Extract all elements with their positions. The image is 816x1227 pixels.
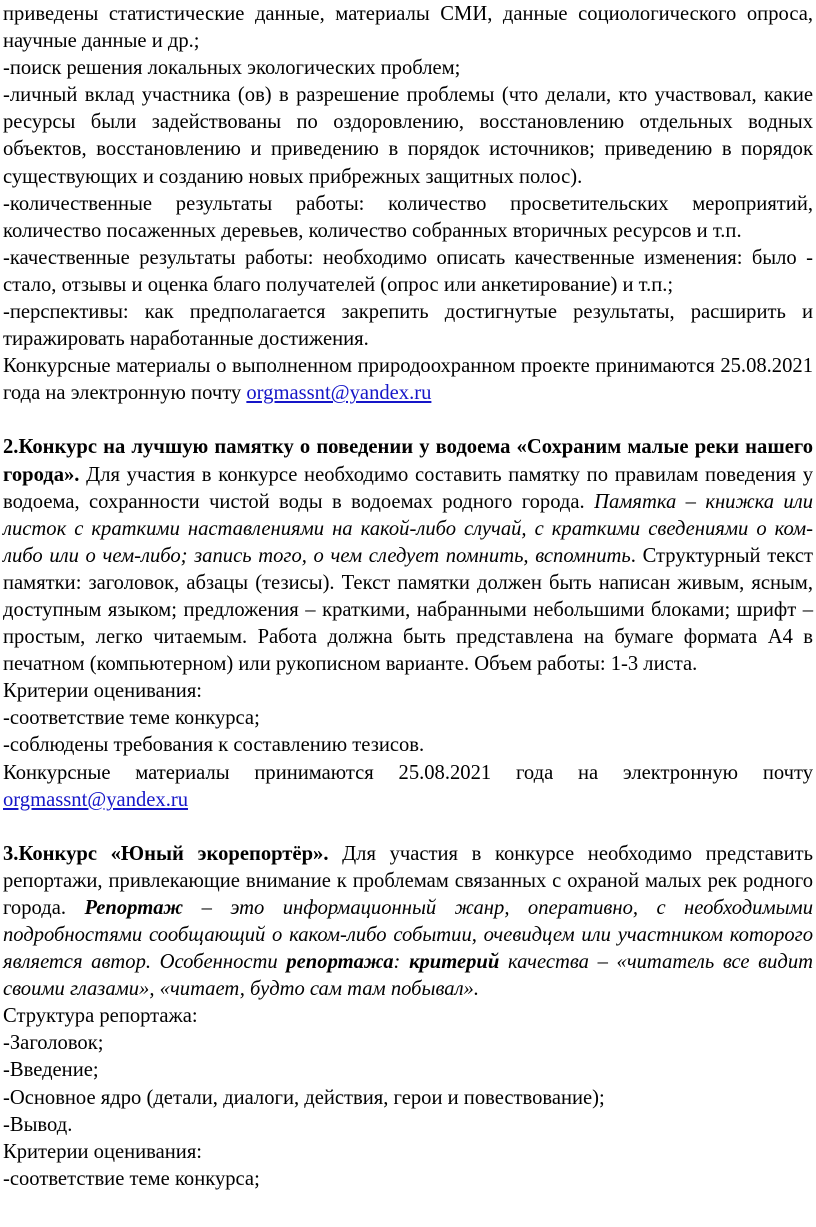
section3-colon: : <box>393 951 410 974</box>
section3-structure-1: -Введение; <box>3 1059 99 1082</box>
section2-criterion-0: -соответствие теме конкурса; <box>3 707 260 730</box>
section3-criterion-0: -соответствие теме конкурса; <box>3 1167 260 1190</box>
section1-line-3: -количественные результаты работы: количество просветительских мероприятий, количество посаженных деревьев, количество собранных вторичных ресурсов и т.п. <box>3 192 813 242</box>
document-page <box>0 1 816 1227</box>
section2-body: . Структурный текст памятки: заголовок, абзацы (тезисы). Текст памятки должен быть написан живым, ясным, доступным языком; предложения – краткими, набранными небольшими блоками; шрифт – простым, легко читаемым. Работа должна быть представлена на бумаге формата А4 в печатном (компьютерном) или рукописном варианте. Объем работы: 1-3 листа. <box>3 544 813 676</box>
section2-definition: Памятка – книжка или листок с краткими наставлениями на какой-либо случай, с краткими сведениями о ком-либо или о чем-либо; запись того, о чем следует помнить, вспомнить <box>3 490 813 567</box>
section1-email-link[interactable]: orgmassnt@yandex.ru <box>246 382 432 405</box>
section3-definition: – это информационный жанр, оперативно, с необходимыми подробностями сообщающий о каком-либо событии, очевидцем или участником которого является автор. Особенности <box>3 896 813 974</box>
section3-structure-3: -Вывод. <box>3 1113 73 1136</box>
section3-structure-2: -Основное ядро (детали, диалоги, действия, герои и повествование); <box>3 1086 605 1109</box>
section2-submission-text: Конкурсные материалы принимаются 25.08.2021 года на электронную почту <box>3 761 813 784</box>
section3-term3: критерий <box>409 951 500 974</box>
section2-criterion-1: -соблюдены требования к составлению тезисов. <box>3 734 425 757</box>
section1-line-2: -личный вклад участника (ов) в разрешение проблемы (что делали, кто участвовал, какие ресурсы были задействованы по оздоровлению, восстановлению отдельных водных объектов, восстановлению и приведению в порядок источников; приведению в порядок существующих и созданию новых прибрежных защитных полос). <box>3 84 813 188</box>
section2-criteria-heading: Критерии оценивания: <box>3 680 203 703</box>
spacer <box>3 407 813 434</box>
section3-term2: репортажа <box>286 951 394 974</box>
section1-line-5: -перспективы: как предполагается закрепить достигнутые результаты, расширить и тиражировать наработанные достижения. <box>3 301 813 351</box>
section1-submission <box>3 353 813 407</box>
section3-term: Репортаж <box>84 896 184 919</box>
section2-paragraph <box>3 434 813 678</box>
section3-intro: Для участия в конкурсе необходимо представить репортажи, привлекающие внимание к проблемам связанных с охраной малых рек родного города. <box>3 842 813 919</box>
section2-submission <box>3 760 813 814</box>
section1-line-1: -поиск решения локальных экологических проблем; <box>3 57 461 80</box>
section1-submission-text: Конкурсные материалы о выполненном природоохранном проекте принимаются 25.08.2021 года на электронную почту <box>3 355 813 405</box>
section3-structure-0: -Заголовок; <box>3 1032 104 1055</box>
section3-criteria-heading: Критерии оценивания: <box>3 1140 203 1163</box>
section3-paragraph <box>3 841 813 1004</box>
section2-title: 2.Конкурс на лучшую памятку о поведении у водоема «Сохраним малые реки нашего города». <box>3 436 813 486</box>
section3-title: 3.Конкурс «Юный экорепортёр». <box>3 842 329 865</box>
section3-quote: качества – «читатель все видит своими глазами», «читает, будто сам там побывал». <box>3 951 813 1001</box>
section1-line-4: -качественные результаты работы: необходимо описать качественные изменения: было - стало, отзывы и оценка благо получателей (опрос или анкетирование) и т.п.; <box>3 246 813 296</box>
spacer <box>3 814 813 841</box>
section1-line-0: приведены статистические данные, материалы СМИ, данные социологического опроса, научные данные и др.; <box>3 3 813 53</box>
section2-intro: Для участия в конкурсе необходимо составить памятку по правилам поведения у водоема, сохранности чистой воды в водоемах родного города. <box>3 463 813 513</box>
section2-email-link[interactable]: orgmassnt@yandex.ru <box>3 788 189 811</box>
section3-structure-heading: Структура репортажа: <box>3 1005 198 1028</box>
